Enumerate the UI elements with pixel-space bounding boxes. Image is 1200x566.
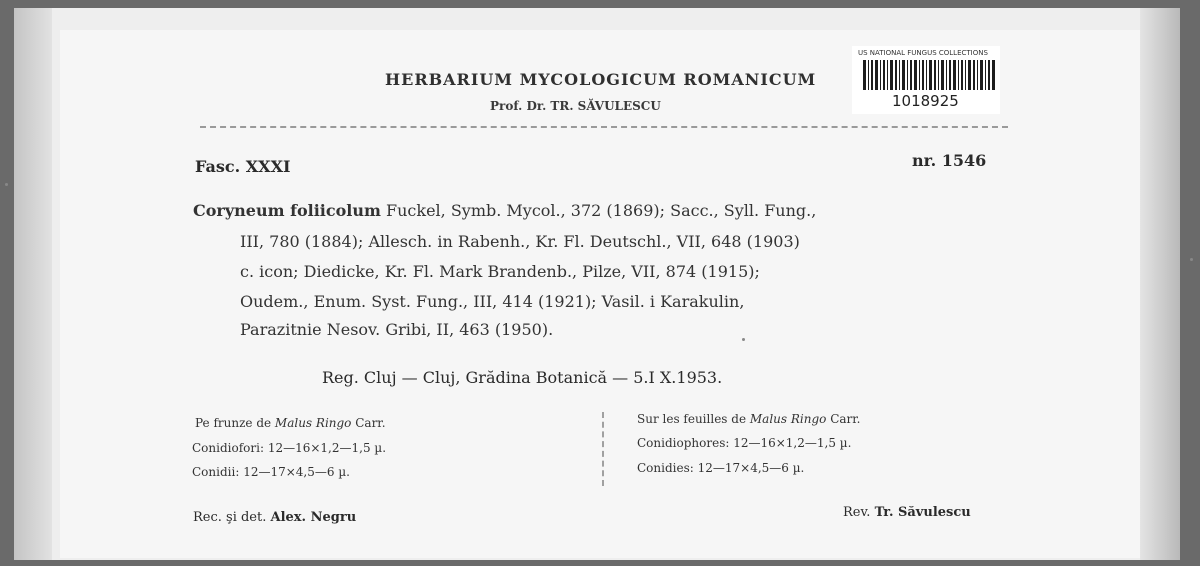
- conidia-french: Conidies: 12—17×4,5—6 µ.: [637, 461, 805, 475]
- host-french-name: Malus Ringo: [749, 412, 827, 426]
- barcode-number: 1018925: [892, 92, 959, 110]
- host-french-author: Carr.: [826, 412, 861, 426]
- collector-prefix: Rec. şi det.: [193, 510, 271, 525]
- herbarium-title: HERBARIUM MYCOLOGICUM ROMANICUM: [385, 70, 817, 89]
- collector-line: [193, 510, 356, 525]
- citation-line-1-rest: Fuckel, Symb. Mycol., 372 (1869); Sacc., Syll. Fung.,: [380, 201, 817, 220]
- exsiccata-number: nr. 1546: [912, 151, 987, 170]
- host-romanian-prefix: Pe frunze de: [195, 416, 275, 430]
- citation-line-1: [193, 201, 816, 220]
- host-romanian-author: Carr.: [351, 416, 386, 430]
- fascicle-label: Fasc. XXXI: [195, 157, 291, 176]
- collection-locality: Reg. Cluj — Cluj, Grădina Botanică — 5.I X.1953.: [322, 368, 723, 387]
- sheet-right-edge: [1140, 8, 1180, 560]
- reviewer-line: [843, 505, 971, 520]
- sheet-left-edge: [14, 8, 52, 560]
- species-name: Coryneum foliicolum: [193, 201, 381, 220]
- host-romanian: [195, 416, 386, 430]
- conidia-romanian: Conidii: 12—17×4,5—6 µ.: [192, 465, 350, 479]
- dust-speck: [5, 183, 8, 186]
- reviewer-prefix: Rev.: [843, 505, 875, 520]
- reviewer-name: Tr. Săvulescu: [874, 505, 971, 520]
- host-french-prefix: Sur les feuilles de: [637, 412, 750, 426]
- dust-speck: [1190, 258, 1193, 261]
- conidiophores-french: Conidiophores: 12—16×1,2—1,5 µ.: [637, 436, 852, 450]
- barcode-icon: [863, 60, 995, 90]
- collector-name: Alex. Negru: [270, 510, 357, 525]
- barcode-caption: US NATIONAL FUNGUS COLLECTIONS: [858, 49, 988, 57]
- citation-line-2: III, 780 (1884); Allesch. in Rabenh., Kr. Fl. Deutschl., VII, 648 (1903): [240, 232, 800, 251]
- conidiophores-romanian: Conidiofori: 12—16×1,2—1,5 µ.: [192, 441, 387, 455]
- dust-speck: [742, 338, 745, 341]
- citation-line-3: c. icon; Diedicke, Kr. Fl. Mark Brandenb., Pilze, VII, 874 (1915);: [240, 262, 760, 281]
- citation-line-5: Parazitnie Nesov. Gribi, II, 463 (1950).: [240, 320, 554, 339]
- citation-line-4: Oudem., Enum. Syst. Fung., III, 414 (1921); Vasil. i Karakulin,: [240, 292, 745, 311]
- header-divider: [200, 126, 1008, 128]
- host-romanian-name: Malus Ringo: [274, 416, 352, 430]
- column-divider: [602, 412, 604, 486]
- host-french: [637, 412, 861, 426]
- herbarium-curator: Prof. Dr. TR. SĂVULESCU: [490, 99, 661, 113]
